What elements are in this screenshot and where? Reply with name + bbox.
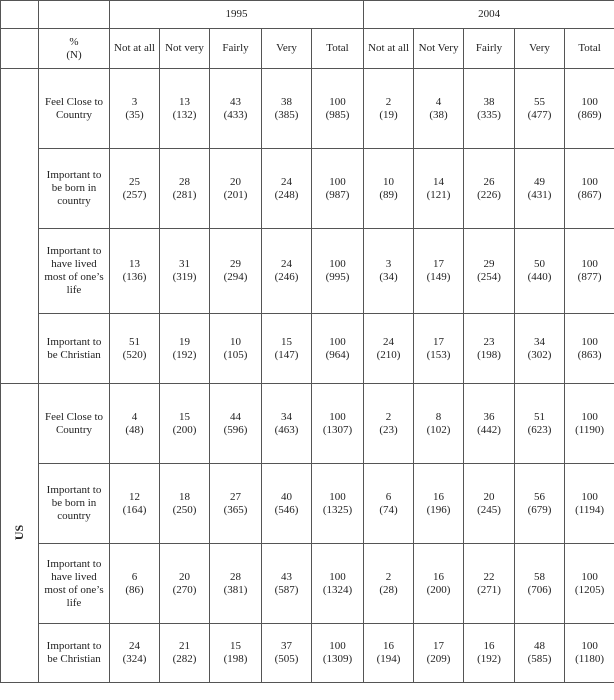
cell-percent: 18	[179, 490, 190, 503]
data-cell	[414, 384, 464, 464]
cell-percent: 100	[329, 335, 346, 348]
data-cell	[515, 69, 565, 149]
data-cell	[312, 624, 364, 683]
cell-percent: 12	[129, 490, 140, 503]
cell-count: (964)	[325, 348, 350, 361]
data-cell	[262, 384, 312, 464]
data-cell	[414, 229, 464, 314]
cell-percent: 4	[131, 410, 138, 423]
cell-percent: 29	[483, 258, 495, 270]
cell-count: (335)	[477, 108, 501, 121]
cell-count: (679)	[527, 503, 552, 516]
percent-n-header	[39, 29, 110, 69]
cell-count: (194)	[376, 653, 401, 665]
cell-percent: 44	[230, 410, 241, 423]
col-header-total-2004: Total	[565, 29, 614, 69]
data-cell	[515, 464, 565, 544]
cell-percent: 2	[385, 410, 392, 423]
table-row	[1, 624, 614, 683]
data-cell	[160, 149, 210, 229]
col-header-very-1995: Very	[262, 29, 312, 69]
data-cell	[414, 464, 464, 544]
col-header-not-at-all-2004: Not at all	[364, 29, 414, 69]
data-cell	[565, 314, 614, 384]
data-cell	[262, 229, 312, 314]
data-cell	[464, 384, 515, 464]
row-label: Important to have lived most of one’s life	[39, 229, 110, 314]
cell-percent: 100	[329, 410, 346, 423]
data-cell	[110, 314, 160, 384]
cell-count: (200)	[172, 423, 197, 436]
cell-count: (209)	[426, 653, 451, 665]
data-cell	[515, 544, 565, 624]
data-cell	[312, 229, 364, 314]
cell-count: (365)	[223, 503, 248, 516]
percent-label: %	[69, 35, 79, 48]
cell-percent: 51	[129, 335, 140, 348]
col-header-not-very-1995: Not very	[160, 29, 210, 69]
cell-percent: 25	[129, 175, 140, 188]
data-cell	[312, 384, 364, 464]
cell-percent: 16	[483, 640, 495, 652]
cell-count: (270)	[172, 583, 197, 596]
data-cell	[210, 544, 262, 624]
cell-count: (1309)	[322, 653, 353, 665]
cell-count: (867)	[577, 188, 602, 201]
data-cell	[262, 314, 312, 384]
cell-percent: 100	[329, 258, 346, 270]
cell-percent: 6	[385, 490, 392, 503]
cell-percent: 15	[230, 640, 241, 652]
data-cell	[160, 384, 210, 464]
cell-count: (1194)	[575, 503, 605, 516]
cell-count: (226)	[477, 188, 501, 201]
cell-percent: 17	[433, 335, 445, 348]
data-cell	[364, 624, 414, 683]
cell-count: (440)	[527, 271, 552, 283]
cell-count: (149)	[426, 271, 451, 283]
cell-count: (385)	[274, 108, 299, 121]
data-cell	[565, 624, 614, 683]
cell-count: (1324)	[322, 583, 353, 596]
cell-percent: 2	[385, 95, 392, 108]
data-cell	[515, 384, 565, 464]
table-row	[1, 314, 614, 384]
col-header-very-2004: Very	[515, 29, 565, 69]
cell-percent: 100	[581, 490, 598, 503]
cell-count: (34)	[379, 271, 398, 283]
cell-count: (246)	[274, 271, 299, 283]
row-label: Important to be born in country	[39, 464, 110, 544]
corner-cell-top-label	[39, 1, 110, 29]
cell-percent: 100	[581, 175, 598, 188]
cell-count: (1180)	[575, 653, 605, 665]
cell-count: (1190)	[575, 423, 605, 436]
cell-percent: 26	[483, 175, 495, 188]
data-cell	[414, 314, 464, 384]
cell-percent: 36	[483, 410, 495, 423]
cell-percent: 100	[581, 570, 598, 583]
data-cell	[464, 544, 515, 624]
cell-percent: 24	[281, 175, 292, 188]
data-cell	[110, 69, 160, 149]
data-cell	[364, 314, 414, 384]
cell-percent: 100	[581, 335, 598, 348]
data-cell	[515, 149, 565, 229]
table-row	[1, 544, 614, 624]
data-cell	[110, 544, 160, 624]
data-cell	[364, 384, 414, 464]
data-cell	[210, 229, 262, 314]
col-header-not-very-2004: Not Very	[414, 29, 464, 69]
cell-count: (985)	[325, 108, 350, 121]
cell-count: (147)	[274, 348, 299, 361]
cell-count: (869)	[577, 108, 602, 121]
cell-count: (520)	[122, 348, 147, 361]
row-label: Important to be Christian	[39, 624, 110, 683]
data-cell	[210, 464, 262, 544]
row-label: Important to be Christian	[39, 314, 110, 384]
cell-percent: 100	[581, 410, 598, 423]
cell-percent: 23	[483, 335, 495, 348]
cell-count: (863)	[577, 348, 602, 361]
cell-count: (546)	[274, 503, 299, 516]
data-cell	[515, 624, 565, 683]
cell-count: (431)	[527, 188, 552, 201]
col-header-total-1995: Total	[312, 29, 364, 69]
data-cell	[110, 464, 160, 544]
cell-count: (1325)	[322, 503, 353, 516]
cell-count: (463)	[274, 423, 299, 436]
cell-count: (28)	[379, 583, 398, 596]
cell-percent: 20	[230, 175, 241, 188]
data-cell	[312, 69, 364, 149]
cell-percent: 27	[230, 490, 241, 503]
data-cell	[312, 314, 364, 384]
table-row	[1, 149, 614, 229]
cell-count: (271)	[477, 583, 501, 596]
cell-count: (210)	[376, 348, 401, 361]
cell-percent: 10	[383, 175, 395, 188]
cell-percent: 49	[534, 175, 546, 188]
cell-count: (987)	[325, 188, 350, 201]
n-label: (N)	[66, 48, 82, 61]
cell-percent: 20	[483, 490, 495, 503]
data-cell	[464, 624, 515, 683]
cell-percent: 13	[129, 258, 140, 270]
cell-percent: 19	[179, 335, 190, 348]
data-cell	[312, 464, 364, 544]
cell-percent: 100	[329, 175, 346, 188]
group-label-cell	[1, 69, 39, 384]
data-cell	[160, 624, 210, 683]
cell-percent: 55	[534, 95, 546, 108]
cell-count: (381)	[223, 583, 248, 596]
cell-percent: 43	[230, 95, 241, 108]
cell-percent: 10	[230, 335, 241, 348]
data-cell	[262, 624, 312, 683]
cell-percent: 38	[281, 95, 292, 108]
cell-percent: 48	[534, 640, 546, 652]
cell-percent: 38	[483, 95, 495, 108]
data-cell	[364, 229, 414, 314]
cell-percent: 13	[179, 95, 190, 108]
data-cell	[515, 229, 565, 314]
cell-count: (192)	[172, 348, 197, 361]
cell-count: (294)	[223, 271, 248, 283]
cell-percent: 100	[329, 640, 346, 652]
data-cell	[312, 544, 364, 624]
year-header-1995: 1995	[110, 1, 364, 29]
cell-count: (196)	[426, 503, 451, 516]
cell-percent: 24	[383, 335, 395, 348]
cell-percent: 51	[534, 410, 546, 423]
cell-count: (505)	[274, 653, 299, 665]
cell-percent: 56	[534, 490, 546, 503]
cell-count: (48)	[125, 423, 144, 436]
data-cell	[210, 314, 262, 384]
cell-percent: 17	[433, 258, 445, 270]
col-header-not-at-all-1995: Not at all	[110, 29, 160, 69]
data-cell	[210, 149, 262, 229]
cell-percent: 6	[131, 570, 138, 583]
cell-count: (281)	[172, 188, 197, 201]
cell-percent: 8	[435, 410, 442, 423]
cell-percent: 3	[131, 95, 138, 108]
table-row	[1, 69, 614, 149]
cell-percent: 100	[329, 490, 346, 503]
data-cell	[565, 464, 614, 544]
cell-count: (198)	[223, 653, 248, 665]
cell-percent: 29	[230, 258, 241, 270]
year-header-row	[1, 1, 614, 29]
cell-count: (587)	[274, 583, 299, 596]
cell-percent: 43	[281, 570, 292, 583]
cell-percent: 58	[534, 570, 546, 583]
data-cell	[160, 314, 210, 384]
row-label: Feel Close to Country	[39, 69, 110, 149]
cell-percent: 50	[534, 258, 546, 270]
cell-percent: 100	[581, 258, 598, 270]
cell-count: (105)	[223, 348, 248, 361]
data-cell	[110, 384, 160, 464]
cell-percent: 21	[179, 640, 190, 652]
data-cell	[364, 464, 414, 544]
cell-percent: 28	[230, 570, 241, 583]
cell-percent: 100	[581, 95, 598, 108]
cell-count: (282)	[172, 653, 197, 665]
data-cell	[160, 464, 210, 544]
cell-count: (192)	[477, 653, 501, 665]
group-label-cell	[1, 384, 39, 683]
cell-count: (35)	[125, 108, 144, 121]
data-cell	[464, 229, 515, 314]
data-cell	[262, 69, 312, 149]
cell-count: (477)	[527, 108, 552, 121]
cell-percent: 100	[581, 640, 598, 652]
cell-count: (153)	[426, 348, 451, 361]
cell-count: (86)	[125, 583, 144, 596]
cell-count: (1307)	[322, 423, 353, 436]
data-cell	[160, 544, 210, 624]
cell-percent: 100	[329, 95, 346, 108]
cell-count: (245)	[477, 503, 501, 516]
cell-count: (585)	[527, 653, 552, 665]
data-cell	[414, 69, 464, 149]
cell-count: (164)	[122, 503, 147, 516]
data-cell	[262, 149, 312, 229]
data-cell	[364, 149, 414, 229]
cell-percent: 15	[179, 410, 190, 423]
col-header-fairly-2004: Fairly	[464, 29, 515, 69]
data-cell	[312, 149, 364, 229]
data-cell	[160, 229, 210, 314]
cell-percent: 22	[483, 570, 495, 583]
cell-count: (596)	[223, 423, 248, 436]
data-cell	[414, 544, 464, 624]
cell-count: (74)	[379, 503, 398, 516]
cell-percent: 16	[433, 570, 445, 583]
data-cell	[110, 624, 160, 683]
cell-percent: 17	[433, 640, 445, 652]
data-cell	[364, 544, 414, 624]
cell-percent: 100	[329, 570, 346, 583]
cell-count: (254)	[477, 271, 501, 283]
data-cell	[565, 544, 614, 624]
cell-percent: 2	[385, 570, 392, 583]
cell-percent: 31	[179, 258, 190, 270]
table-body	[1, 69, 614, 683]
data-cell	[110, 229, 160, 314]
data-cell	[464, 314, 515, 384]
cell-count: (995)	[325, 271, 350, 283]
data-cell	[210, 624, 262, 683]
cell-percent: 40	[281, 490, 292, 503]
data-cell	[565, 149, 614, 229]
data-cell	[364, 69, 414, 149]
cell-count: (257)	[122, 188, 147, 201]
cell-count: (1205)	[574, 583, 605, 596]
cell-count: (877)	[577, 271, 602, 283]
cell-percent: 16	[383, 640, 395, 652]
table-row	[1, 229, 614, 314]
cell-percent: 14	[433, 175, 445, 188]
data-cell	[210, 384, 262, 464]
cell-count: (198)	[477, 348, 501, 361]
table-row	[1, 464, 614, 544]
col-header-fairly-1995: Fairly	[210, 29, 262, 69]
cell-count: (319)	[172, 271, 197, 283]
cell-percent: 37	[281, 640, 292, 652]
data-cell	[464, 464, 515, 544]
cell-count: (248)	[274, 188, 299, 201]
cell-count: (201)	[223, 188, 248, 201]
year-header-2004: 2004	[364, 1, 614, 29]
data-cell	[414, 149, 464, 229]
cell-count: (89)	[379, 188, 398, 201]
cell-count: (121)	[426, 188, 451, 201]
cell-percent: 24	[281, 258, 292, 270]
data-cell	[210, 69, 262, 149]
cell-count: (102)	[426, 423, 451, 436]
cell-count: (200)	[426, 583, 451, 596]
data-cell	[110, 149, 160, 229]
column-header-row	[1, 29, 614, 69]
cell-count: (706)	[527, 583, 552, 596]
data-cell	[262, 464, 312, 544]
cell-percent: 34	[534, 335, 546, 348]
cell-count: (23)	[379, 423, 398, 436]
row-label: Feel Close to Country	[39, 384, 110, 464]
group-label: US	[12, 524, 26, 541]
data-cell	[515, 314, 565, 384]
table-row	[1, 384, 614, 464]
cell-count: (250)	[172, 503, 197, 516]
cell-percent: 15	[281, 335, 292, 348]
cell-count: (324)	[122, 653, 147, 665]
data-cell	[464, 69, 515, 149]
cell-count: (38)	[429, 108, 448, 121]
cell-count: (136)	[122, 271, 147, 283]
cell-count: (623)	[527, 423, 552, 436]
cell-count: (433)	[223, 108, 248, 121]
cell-percent: 28	[179, 175, 190, 188]
cell-count: (19)	[379, 108, 398, 121]
corner-cell	[1, 29, 39, 69]
cell-percent: 16	[433, 490, 445, 503]
cell-percent: 4	[435, 95, 442, 108]
corner-cell-top	[1, 1, 39, 29]
cell-percent: 20	[179, 570, 190, 583]
cell-percent: 24	[129, 640, 140, 652]
row-label: Important to have lived most of one’s life	[39, 544, 110, 624]
cell-percent: 34	[281, 410, 292, 423]
row-label: Important to be born in country	[39, 149, 110, 229]
cell-count: (132)	[172, 108, 197, 121]
data-cell	[262, 544, 312, 624]
cell-percent: 3	[385, 258, 392, 270]
data-cell	[565, 229, 614, 314]
cell-count: (442)	[477, 423, 501, 436]
data-cell	[464, 149, 515, 229]
data-cell	[160, 69, 210, 149]
data-cell	[565, 384, 614, 464]
data-cell	[414, 624, 464, 683]
data-cell	[565, 69, 614, 149]
cell-count: (302)	[527, 348, 552, 361]
